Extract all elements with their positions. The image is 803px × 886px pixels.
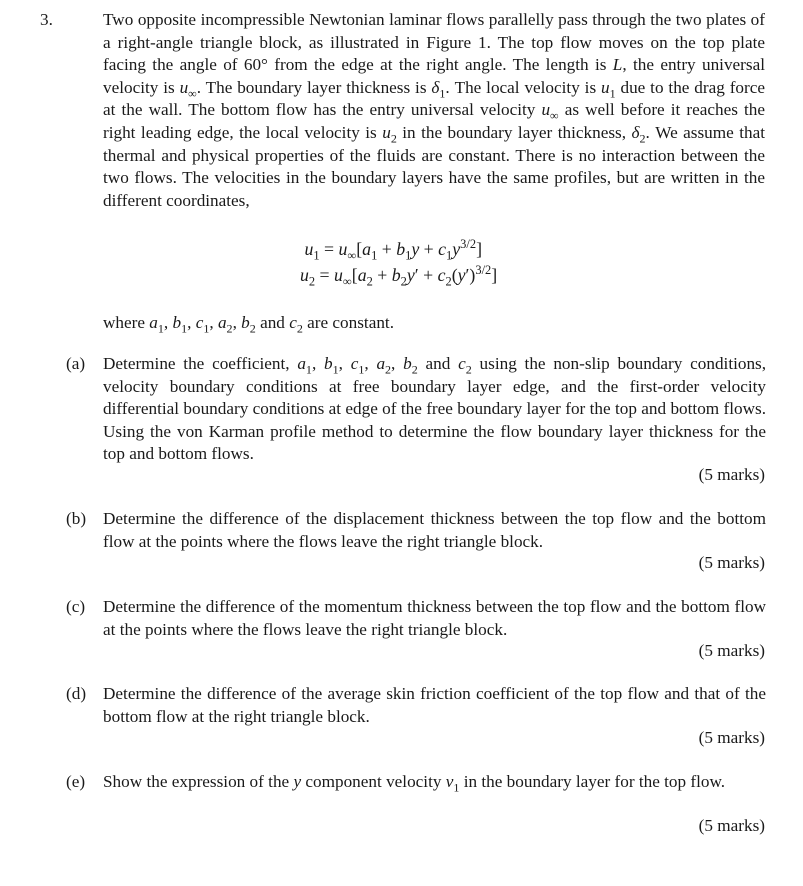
equation-u1: $u_1 = u_\infty[a_1 + b_1y + c_1y^{3/2}]$ xyxy=(304,237,482,263)
question-intro: Two opposite incompressible Newtonian laminar flows parallelly pass through the two plates of a right-angle triangle block, as illustrated in Figure 1. The top flow moves on the top plate facing the angle of 60° from the edge at the right angle. The length is L, the entry universal velocity is $u_\infty$. The boundary layer thickness is $\delta_1$. The local velocity is $u_1$ due to the drag force at the wall. The bottom flow has the entry universal velocity $u_\infty$ as well before it reaches the right leading edge, the local velocity is $u_2$ in the boundary layer thickness, $\delta_2$. We assume that thermal and physical properties of the fluids are constant. There is no interaction between the two flows. The velocities in the boundary layers have the same profiles, but are written in the different coordinates, xyxy=(103,10,765,210)
part-e-label: (e) xyxy=(66,772,86,791)
part-b xyxy=(66,508,766,553)
part-b-marks: (5 marks) xyxy=(698,553,765,572)
velocity-profile-equations xyxy=(300,236,600,288)
part-d xyxy=(66,683,766,728)
part-a-marks: (5 marks) xyxy=(698,465,765,484)
part-c xyxy=(66,596,766,641)
question-number: 3. xyxy=(40,10,53,29)
equation-u2: $u_2 = u_\infty[a_2 + b_2y' + c_2(y')^{3/2}]$ xyxy=(300,263,498,289)
part-c-label: (c) xyxy=(66,597,86,616)
constants-note: where $a_1$, $b_1$, $c_1$, $a_2$, $b_2$ and $c_2$ are constant. xyxy=(103,313,394,336)
part-d-text: Determine the difference of the average skin friction coefficient of the top flow and that of the bottom flow at the right triangle block. xyxy=(103,684,766,726)
part-d-label: (d) xyxy=(66,684,87,703)
part-a-text: Determine the coefficient, $a_1$, $b_1$, $c_1$, $a_2$, $b_2$ and $c_2$ using the non-slip boundary conditions, velocity boundary conditions at free boundary layer edge, and the first-order velocity differential boundary conditions at edge of the free boundary layer for the top and bottom flows. Using the von Karman profile method to determine the flow boundary layer thickness for the top and bottom flows. xyxy=(103,354,767,464)
part-b-text: Determine the difference of the displacement thickness between the top flow and the bottom flow at the points where the flows leave the right triangle block. xyxy=(103,509,766,551)
part-c-text: Determine the difference of the momentum thickness between the top flow and the bottom flow at the points where the flows leave the right triangle block. xyxy=(103,597,766,639)
part-e-marks: (5 marks) xyxy=(698,816,765,835)
part-a xyxy=(66,353,766,466)
part-a-label: (a) xyxy=(66,354,86,373)
part-b-label: (b) xyxy=(66,509,87,528)
part-c-marks: (5 marks) xyxy=(698,641,765,660)
part-e xyxy=(66,771,766,794)
part-e-text: Show the expression of the y component velocity $v_1$ in the boundary layer for the top flow. xyxy=(103,772,726,795)
part-d-marks: (5 marks) xyxy=(698,728,765,747)
